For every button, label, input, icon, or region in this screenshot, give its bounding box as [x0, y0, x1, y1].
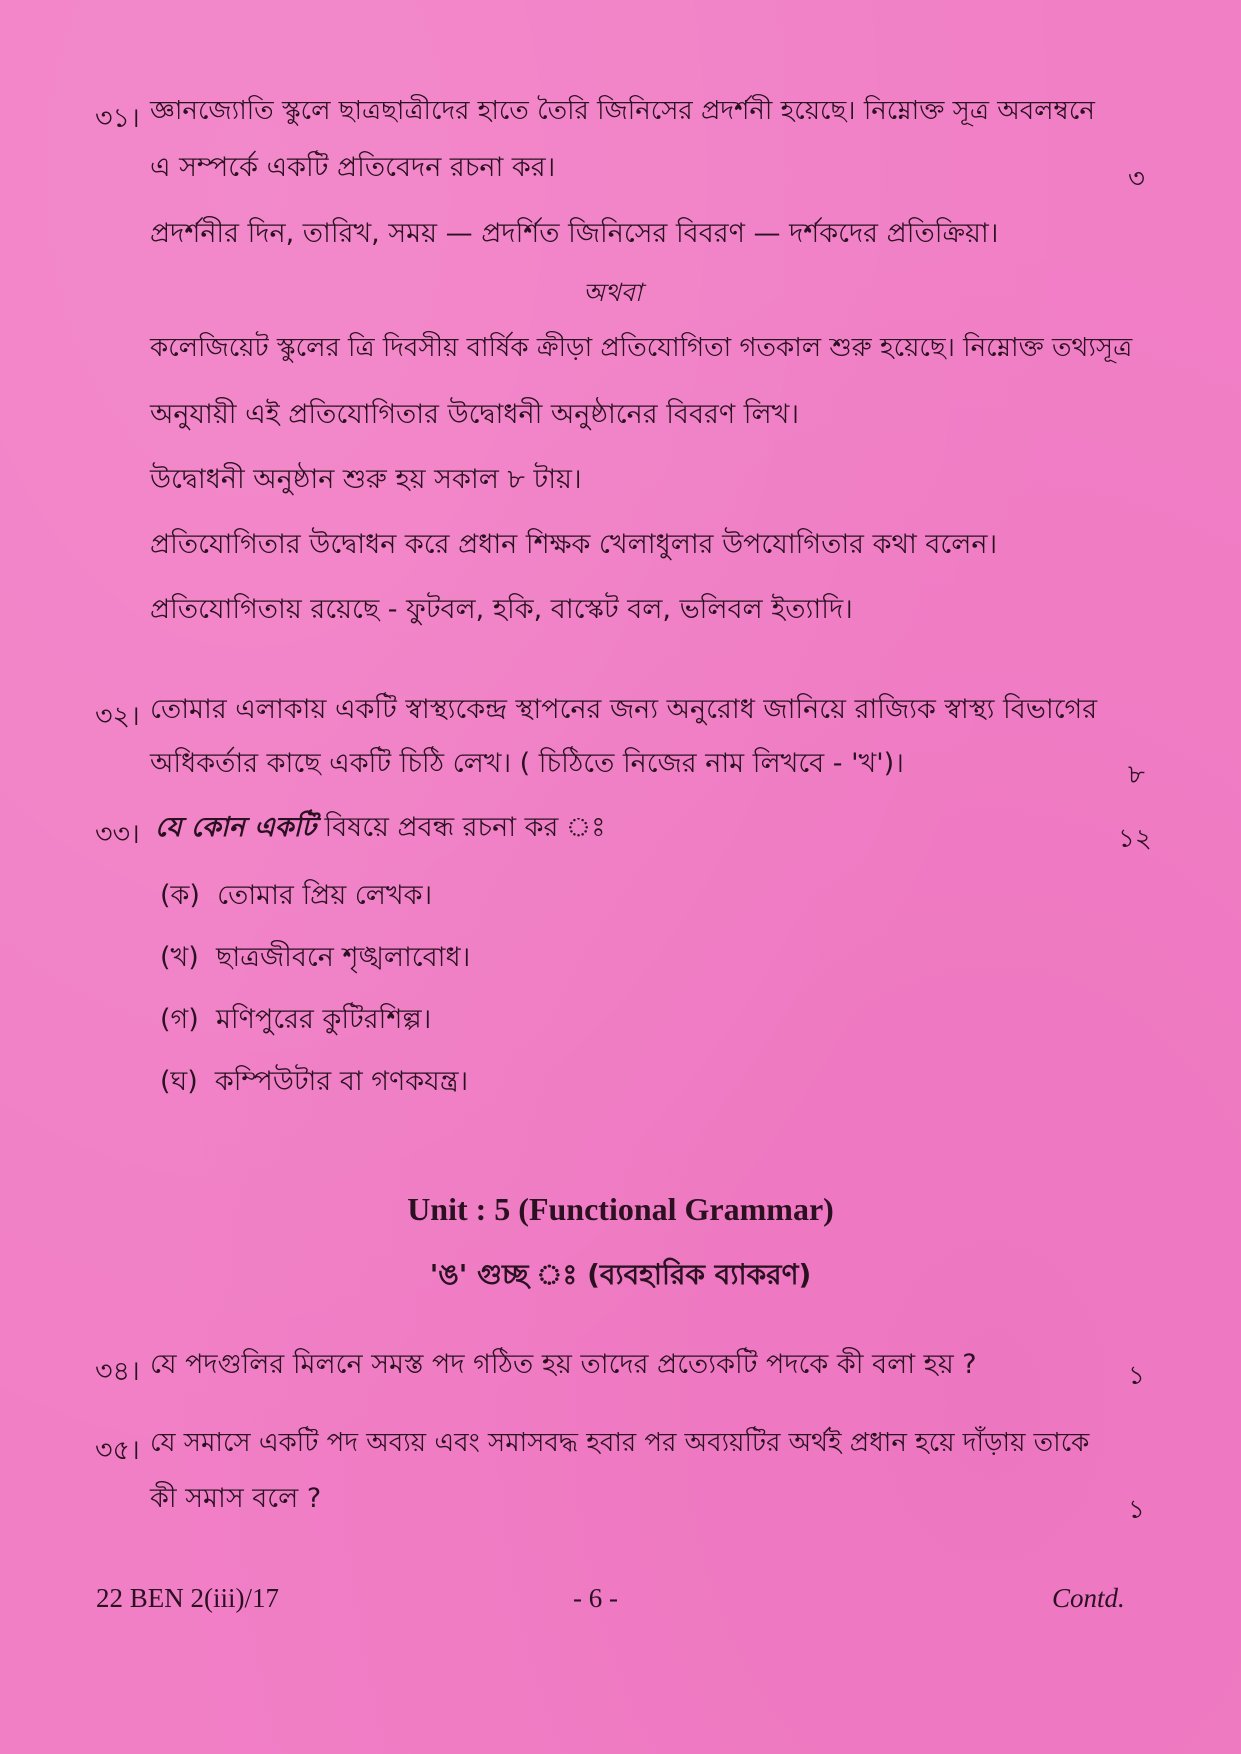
question-33-option: [160, 942, 470, 974]
question-34-marks: ১: [1128, 1361, 1145, 1391]
option-text: মণিপুরের কুটিরশিল্প।: [215, 1004, 432, 1035]
option-label: (খ): [160, 942, 199, 973]
question-33-marks: ১২: [1118, 824, 1152, 854]
question-33-prompt-rest: বিষয়ে প্রবন্ধ রচনা কর ঃ: [315, 812, 606, 843]
question-31-or: অথবা: [583, 278, 643, 307]
question-31-line-2: এ সম্পর্কে একটি প্রতিবেদন রচনা কর।: [150, 152, 556, 183]
question-32-line-2: অধিকর্তার কাছে একটি চিঠি লেখ। ( চিঠিতে নিজের নাম লিখবে - 'খ')।: [150, 748, 904, 779]
question-35-marks: ১: [1128, 1495, 1145, 1525]
question-31-alt-line-5: প্রতিযোগিতায় রয়েছে - ফুটবল, হকি, বাস্কেট বল, ভলিবল ইত্যাদি।: [150, 594, 853, 625]
question-33-option: [160, 880, 432, 912]
page-number: - 6 -: [573, 1583, 618, 1613]
question-32-number: ৩২।: [95, 701, 140, 732]
question-32-line-1: তোমার এলাকায় একটি স্বাস্থ্যকেন্দ্র স্থাপনের জন্য অনুরোধ জানিয়ে রাজ্যিক স্বাস্থ্য বিভাগের: [150, 694, 1098, 725]
question-31-hint: প্রদর্শনীর দিন, তারিখ, সময় — প্রদর্শিত জিনিসের বিবরণ — দর্শকদের প্রতিক্রিয়া।: [150, 218, 999, 249]
option-text: ছাত্রজীবনে শৃঙ্খলাবোধ।: [215, 942, 471, 973]
question-35-line-1: যে সমাসে একটি পদ অব্যয় এবং সমাসবদ্ধ হবার পর অব্যয়টির অর্থই প্রধান হয়ে দাঁড়ায় তাকে: [150, 1428, 1090, 1458]
question-33-prompt: [155, 812, 606, 844]
option-text: তোমার প্রিয় লেখক।: [217, 880, 433, 911]
unit-subtitle: 'ঙ' গুচ্ছ ঃ (ব্যবহারিক ব্যাকরণ): [429, 1258, 812, 1291]
option-label: (গ): [160, 1004, 199, 1035]
continued-label: Contd.: [1052, 1583, 1125, 1613]
question-31-line-1: জ্ঞানজ্যোতি স্কুলে ছাত্রছাত্রীদের হাতে তৈরি জিনিসের প্রদর্শনী হয়েছে। নিম্নোক্ত সূত্র অবলম্বনে: [150, 96, 1095, 126]
paper-code: 22 BEN 2(iii)/17: [96, 1583, 279, 1613]
unit-title: Unit : 5 (Functional Grammar): [407, 1191, 834, 1227]
question-31-marks: ৩: [1128, 164, 1145, 194]
option-text: কম্পিউটার বা গণকযন্ত্র।: [214, 1066, 469, 1097]
question-33-option: [160, 1004, 431, 1036]
question-31-alt-line-3: উদ্বোধনী অনুষ্ঠান শুরু হয় সকাল ৮ টায়।: [150, 464, 582, 495]
option-label: (ঘ): [160, 1066, 198, 1097]
option-label: (ক): [160, 880, 200, 911]
question-31-alt-line-4: প্রতিযোগিতার উদ্বোধন করে প্রধান শিক্ষক খেলাধুলার উপযোগিতার কথা বলেন।: [150, 529, 998, 560]
question-31-number: ৩১।: [95, 103, 140, 134]
question-34-number: ৩৪।: [95, 1356, 140, 1387]
question-35-line-2: কী সমাস বলে ?: [150, 1483, 322, 1514]
question-32-marks: ৮: [1128, 760, 1145, 790]
question-35-number: ৩৫।: [95, 1435, 140, 1466]
question-31-alt-line-1: কলেজিয়েট স্কুলের ত্রি দিবসীয় বার্ষিক ক্রীড়া প্রতিযোগিতা গতকাল শুরু হয়েছে। নিম্নোক্ত তথ্যসূত্র: [150, 333, 1133, 363]
question-33-option: [160, 1066, 468, 1098]
question-34-line-1: যে পদগুলির মিলনে সমস্ত পদ গঠিত হয় তাদের প্রত্যেকটি পদকে কী বলা হয় ?: [150, 1349, 977, 1380]
question-31-alt-line-2: অনুযায়ী এই প্রতিযোগিতার উদ্বোধনী অনুষ্ঠানের বিবরণ লিখ।: [150, 399, 799, 430]
question-33-emphasis: যে কোন একটি: [155, 812, 316, 843]
question-33-number: ৩৩।: [95, 819, 140, 850]
